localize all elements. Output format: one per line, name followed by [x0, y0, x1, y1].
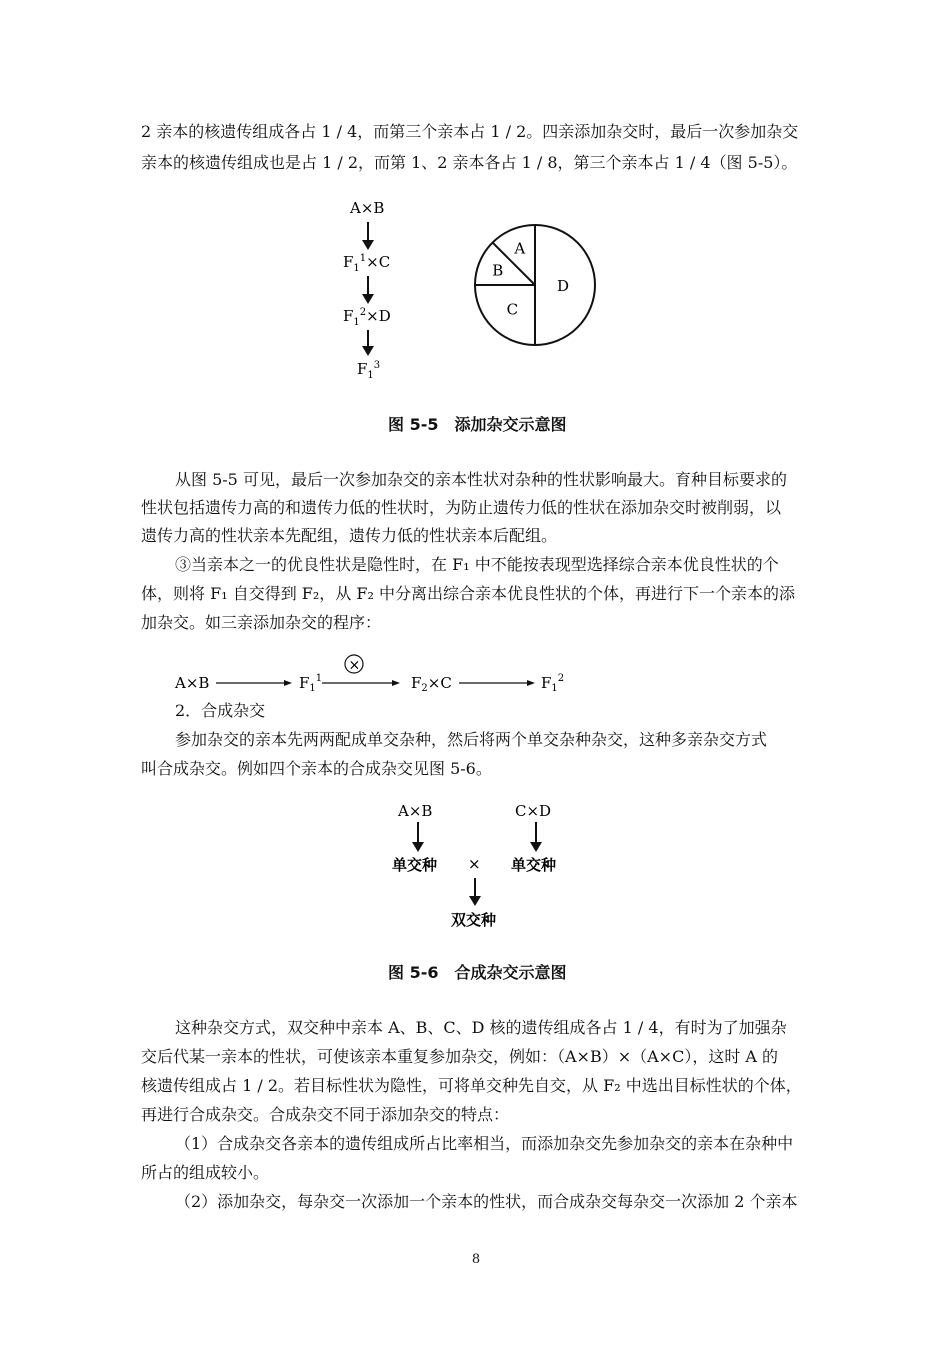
- arrowhead-icon: [392, 680, 400, 686]
- fig56-cross-1: A×B: [398, 802, 433, 820]
- fig55-step2: $F_1^1\times C$: [343, 253, 391, 274]
- arrowhead-icon: [362, 240, 374, 250]
- pie-slice-label-b: B: [492, 261, 504, 280]
- paragraph-line: 2 亲本的核遗传组成各占 1 / 4，而第三个亲本占 1 / 2。四亲添加杂交时，最后一次参加杂交: [141, 122, 799, 141]
- paragraph-line: 遗传力高的性状亲本先配组，遗传力低的性状亲本后配组。: [141, 526, 558, 545]
- point-1-line: 所占的组成较小。: [141, 1163, 270, 1182]
- section-heading: 2．合成杂交: [175, 701, 266, 720]
- paragraph-line: 这种杂交方式，双交种中亲本 A、B、C、D 核的遗传组成各占 1 / 4，有时为了加强杂: [175, 1018, 787, 1037]
- paragraph-line: 加杂交。如三亲添加杂交的程序：: [141, 613, 382, 632]
- scheme-node-3: $F_2\times C$: [411, 674, 452, 694]
- fig55-step4: $F_1^3$: [357, 360, 381, 381]
- arrowhead-icon: [362, 294, 374, 304]
- paragraph-line: ③当亲本之一的优良性状是隐性时，在 F₁ 中不能按表现型选择综合亲本优良性状的个: [175, 555, 779, 574]
- genetic-composition-pie: [475, 225, 595, 345]
- paragraph-line: 参加杂交的亲本先两两配成单交杂种，然后将两个单交杂种杂交，这种多亲杂交方式: [175, 730, 768, 749]
- scheme-node-1: A×B: [175, 674, 210, 692]
- arrowhead-icon: [284, 680, 292, 686]
- fig56-times: ×: [468, 855, 481, 873]
- paragraph-line: 体，则将 F₁ 自交得到 F₂，从 F₂ 中分离出综合亲本优良性状的个体，再进行下一个亲本的添: [141, 584, 795, 603]
- fig56-single-1: 单交种: [392, 856, 438, 874]
- paragraph-line: 交后代某一亲本的性状，可使该亲本重复参加杂交，例如：（A×B）×（A×C），这时 A 的: [141, 1047, 779, 1066]
- arrowhead-icon: [469, 896, 481, 906]
- paragraph-line: 性状包括遗传力高的和遗传力低的性状时，为防止遗传力低的性状在添加杂交时被削弱，以: [141, 498, 782, 517]
- figure-5-5: [320, 190, 620, 390]
- paragraph-line: 核遗传组成占 1 / 2。若目标性状为隐性，可将单交种先自交，从 F₂ 中选出目标性状的个体，: [141, 1076, 802, 1095]
- scheme-node-2: $F_1^1$: [299, 673, 323, 694]
- figure-5-6-caption: 图 5-6 合成杂交示意图: [388, 963, 567, 982]
- paragraph-line: 叫合成杂交。例如四个亲本的合成杂交见图 5-6。: [141, 759, 492, 778]
- figure-5-6: [380, 795, 580, 940]
- pie-slice-label-d: D: [557, 277, 570, 295]
- paragraph-line: 再进行合成杂交。合成杂交不同于添加杂交的特点：: [141, 1105, 510, 1124]
- fig56-cross-2: C×D: [515, 802, 552, 820]
- point-2-line: （2）添加杂交，每杂交一次添加一个亲本的性状，而合成杂交每杂交一次添加 2 个亲本: [175, 1192, 798, 1211]
- arrowhead-icon: [412, 842, 424, 852]
- pie-slice-label-a: A: [514, 239, 526, 258]
- paragraph-line: 亲本的核遗传组成也是占 1 / 2，而第 1、2 亲本各占 1 / 8，第三个亲本占 1 / 4（图 5-5）。: [141, 153, 798, 172]
- selfing-times: ×: [348, 657, 361, 674]
- page-number: 8: [471, 1252, 481, 1267]
- point-1-line: （1）合成杂交各亲本的遗传组成所占比率相当，而添加杂交先参加杂交的亲本在杂种中: [175, 1134, 794, 1153]
- arrowhead-icon: [527, 680, 535, 686]
- figure-5-5-caption: 图 5-5 添加杂交示意图: [388, 415, 567, 434]
- paragraph-line: 从图 5-5 可见，最后一次参加杂交的亲本性状对杂种的性状影响最大。育种目标要求的: [175, 470, 787, 489]
- three-parent-scheme: [165, 645, 585, 695]
- arrowhead-icon: [530, 842, 542, 852]
- arrowhead-icon: [362, 346, 374, 356]
- scheme-node-4: $F_1^2$: [541, 673, 565, 694]
- fig55-step1: A×B: [350, 199, 385, 217]
- fig56-double: 双交种: [451, 911, 497, 929]
- pie-slice-label-c: C: [506, 300, 519, 319]
- fig56-single-2: 单交种: [511, 856, 557, 874]
- fig55-step3: $F_1^2\times D$: [343, 307, 391, 328]
